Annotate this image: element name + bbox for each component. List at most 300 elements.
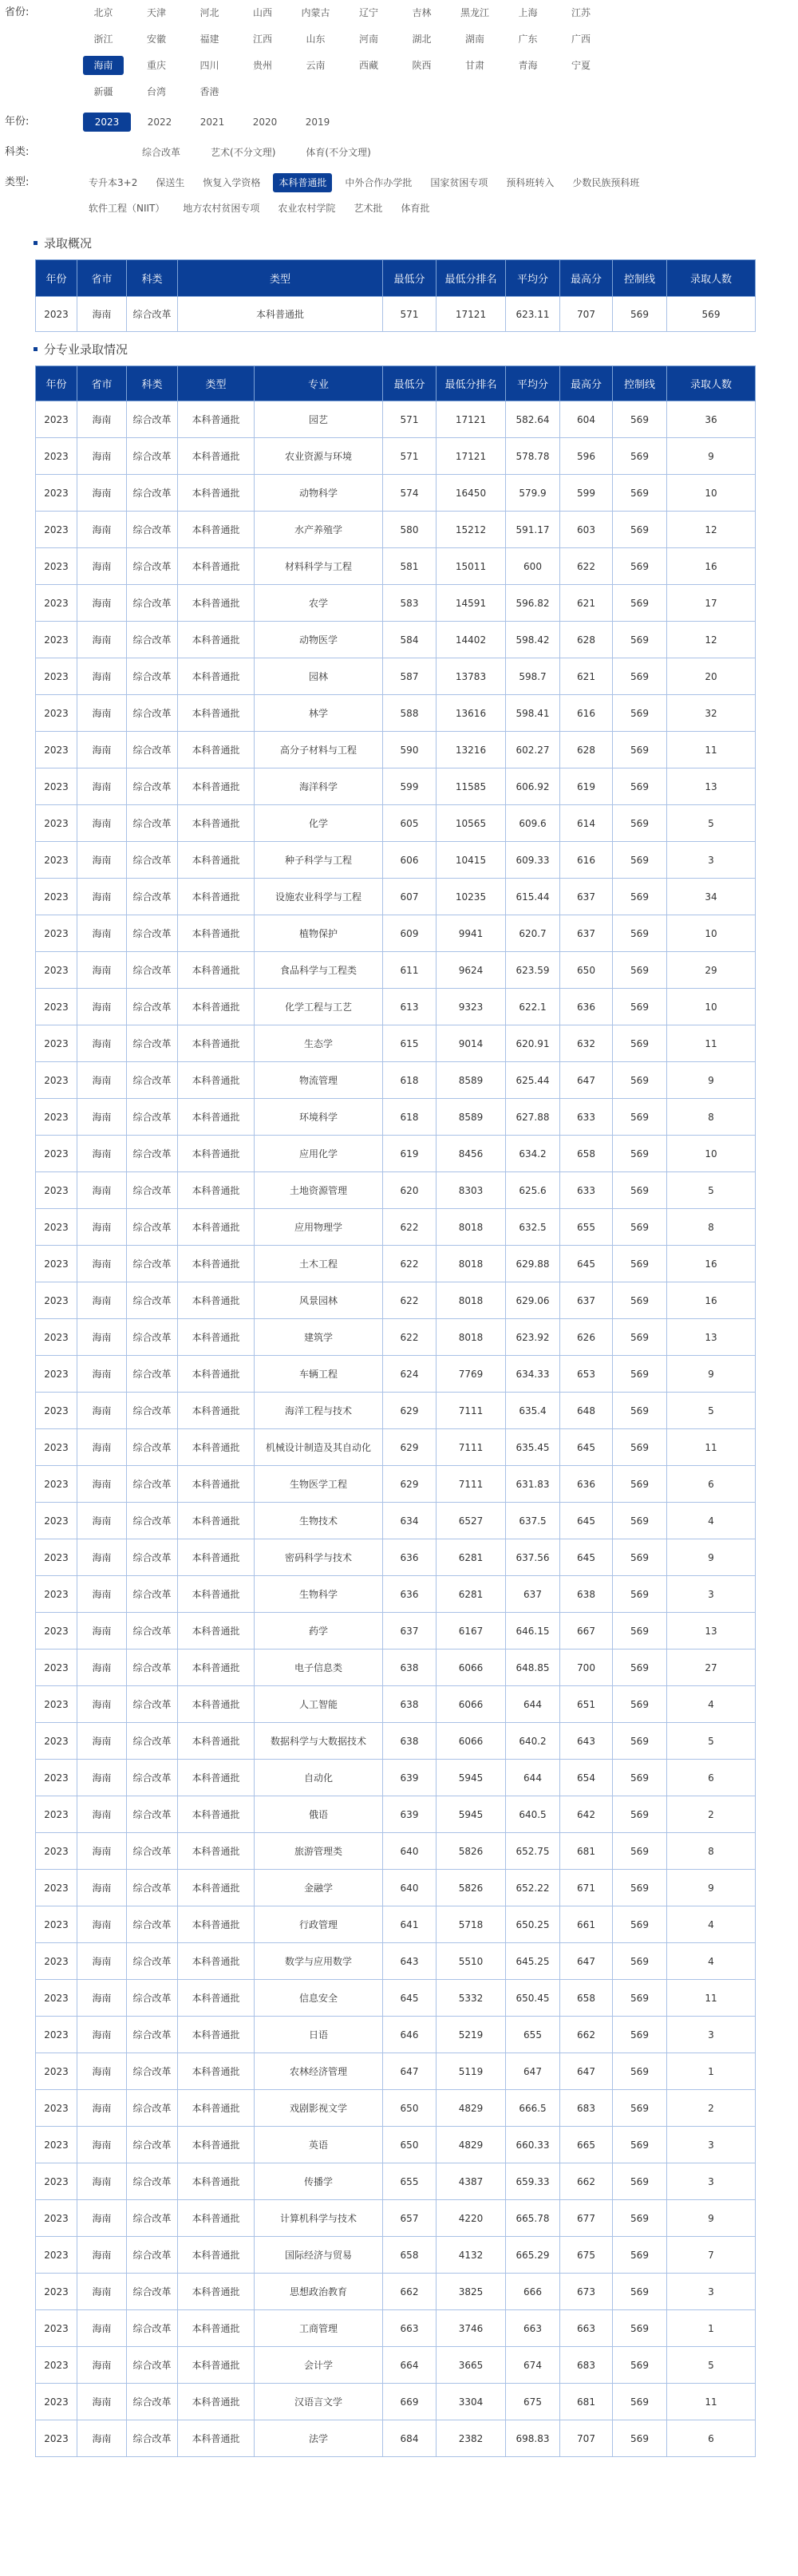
table-cell: 620 [383,1172,437,1209]
province-option[interactable]: 内蒙古 [301,7,330,18]
table-cell: 本科普通批 [178,401,255,438]
table-cell: 650.25 [506,1906,560,1943]
province-option[interactable]: 天津 [146,7,166,18]
table-cell: 本科普通批 [178,1906,255,1943]
table-row [36,879,756,915]
table-cell: 8589 [437,1062,506,1099]
table-cell: 传播学 [255,2163,383,2200]
table-cell: 632.5 [506,1209,560,1246]
detail-header-row [36,366,756,401]
table-cell: 2023 [36,1613,77,1650]
column-header: 平均分 [506,366,560,401]
table-cell: 707 [560,297,613,332]
table-cell: 海南 [77,879,127,915]
table-cell: 综合改革 [127,1319,178,1356]
column-header: 控制线 [613,260,667,297]
table-cell: 648.85 [506,1650,560,1686]
table-row [36,1686,756,1723]
table-cell: 汉语言文学 [255,2384,383,2420]
table-cell: 12 [667,622,756,658]
province-option[interactable]: 江苏 [571,7,591,18]
table-cell: 9624 [437,952,506,989]
table-cell: 3665 [437,2347,506,2384]
table-cell: 海南 [77,695,127,732]
table-cell: 海南 [77,732,127,768]
table-cell: 8303 [437,1172,506,1209]
province-option[interactable]: 陕西 [412,60,432,71]
province-option[interactable]: 云南 [306,60,326,71]
table-cell: 综合改革 [127,1099,178,1136]
table-cell: 本科普通批 [178,585,255,622]
column-header: 最低分 [383,260,437,297]
table-cell: 654 [560,1760,613,1796]
table-cell: 2023 [36,1539,77,1576]
table-cell: 海南 [77,842,127,879]
table-cell: 2023 [36,1062,77,1099]
province-option[interactable]: 湖北 [412,34,432,45]
table-cell: 海南 [77,1246,127,1282]
table-cell: 6066 [437,1723,506,1760]
year-filter-label: 年份: [5,116,30,128]
table-cell: 海南 [77,1576,127,1613]
type-option[interactable]: 预科班转入 [506,177,555,188]
table-cell: 569 [613,1796,667,1833]
table-row [36,1833,756,1870]
table-cell: 29 [667,952,756,989]
year-option[interactable]: 2019 [305,117,330,128]
province-option[interactable]: 辽宁 [358,7,378,18]
table-cell: 8456 [437,1136,506,1172]
table-cell: 569 [613,1613,667,1650]
table-cell: 646 [383,2017,437,2053]
table-cell: 4132 [437,2237,506,2274]
table-cell: 海南 [77,1870,127,1906]
table-cell: 683 [560,2090,613,2127]
table-cell: 物流管理 [255,1062,383,1099]
table-cell: 数据科学与大数据技术 [255,1723,383,1760]
table-cell: 2023 [36,1906,77,1943]
table-cell: 17121 [437,401,506,438]
table-cell: 10415 [437,842,506,879]
table-cell: 569 [613,1099,667,1136]
table-cell: 2023 [36,2420,77,2457]
province-option[interactable]: 香港 [200,86,219,97]
table-cell: 综合改革 [127,952,178,989]
province-option[interactable]: 山西 [252,7,272,18]
year-option[interactable]: 2020 [252,117,278,128]
province-option[interactable]: 甘肃 [464,60,484,71]
subject-option[interactable]: 艺术(不分文理) [211,147,276,158]
type-option[interactable]: 农业农村学院 [278,203,336,214]
province-option[interactable]: 上海 [518,7,538,18]
table-cell: 综合改革 [127,1393,178,1429]
table-cell: 综合改革 [127,1980,178,2017]
table-cell: 2023 [36,1870,77,1906]
table-cell: 1 [667,2053,756,2090]
table-cell: 17121 [437,438,506,475]
table-row [36,2127,756,2163]
table-cell: 569 [613,1576,667,1613]
column-header: 最高分 [560,366,613,401]
table-cell: 2023 [36,952,77,989]
table-row [36,1650,756,1686]
table-cell: 本科普通批 [178,1870,255,1906]
table-cell: 20 [667,658,756,695]
type-option[interactable]: 软件工程（NIIT） [89,203,165,214]
province-option[interactable]: 贵州 [252,60,272,71]
table-cell: 34 [667,879,756,915]
table-cell: 643 [560,1723,613,1760]
table-cell: 615 [383,1025,437,1062]
table-cell: 6 [667,1466,756,1503]
year-filter [0,113,798,132]
table-cell: 569 [613,695,667,732]
table-cell: 2023 [36,2017,77,2053]
province-options [83,3,642,101]
type-option[interactable]: 地方农村贫困专项 [183,203,260,214]
table-cell: 659.33 [506,2163,560,2200]
table-cell: 622 [383,1319,437,1356]
table-cell: 653 [560,1356,613,1393]
table-cell: 5945 [437,1796,506,1833]
table-cell: 本科普通批 [178,1760,255,1796]
table-row [36,2237,756,2274]
table-cell: 2023 [36,512,77,548]
table-cell: 569 [613,2384,667,2420]
table-cell: 638 [560,1576,613,1613]
table-cell: 综合改革 [127,1576,178,1613]
table-cell: 俄语 [255,1796,383,1833]
province-option[interactable]: 宁夏 [571,60,591,71]
table-cell: 5 [667,2347,756,2384]
province-option[interactable]: 江西 [252,34,272,45]
province-option[interactable]: 湖南 [464,34,484,45]
table-cell: 7111 [437,1429,506,1466]
table-cell: 2023 [36,2274,77,2310]
detail-table [35,365,756,2457]
table-row [36,2347,756,2384]
table-cell: 16 [667,1246,756,1282]
table-cell: 本科普通批 [178,2237,255,2274]
table-cell: 海南 [77,2310,127,2347]
table-cell: 2382 [437,2420,506,2457]
table-row [36,622,756,658]
type-option[interactable]: 艺术批 [354,203,383,214]
type-option[interactable]: 国家贫困专项 [430,177,488,188]
province-option[interactable]: 海南 [83,56,124,75]
table-cell: 644 [506,1686,560,1723]
table-cell: 9 [667,1356,756,1393]
table-cell: 2023 [36,2200,77,2237]
table-cell: 自动化 [255,1760,383,1796]
table-cell: 本科普通批 [178,989,255,1025]
table-cell: 海南 [77,297,127,332]
table-cell: 海南 [77,2274,127,2310]
table-cell: 616 [560,695,613,732]
type-option[interactable]: 中外合作办学批 [345,177,413,188]
table-cell: 化学 [255,805,383,842]
province-filter-label: 省份: [5,6,30,18]
table-cell: 638 [383,1686,437,1723]
table-cell: 海南 [77,2127,127,2163]
table-cell: 2023 [36,1246,77,1282]
table-cell: 本科普通批 [178,879,255,915]
table-cell: 综合改革 [127,1466,178,1503]
table-cell: 4220 [437,2200,506,2237]
table-cell: 海南 [77,2017,127,2053]
subject-option[interactable]: 体育(不分文理) [306,147,371,158]
year-option[interactable]: 2021 [200,117,225,128]
table-cell: 海南 [77,2347,127,2384]
table-cell: 569 [613,732,667,768]
table-cell: 11 [667,1980,756,2017]
table-cell: 2023 [36,1503,77,1539]
column-header: 年份 [36,366,77,401]
type-option[interactable]: 保送生 [156,177,185,188]
table-row [36,512,756,548]
table-cell: 569 [613,2274,667,2310]
column-header: 省市 [77,260,127,297]
table-cell: 综合改革 [127,1062,178,1099]
table-cell: 13 [667,1319,756,1356]
table-cell: 569 [613,401,667,438]
table-cell: 569 [613,1943,667,1980]
province-option[interactable]: 安徽 [146,34,166,45]
subject-option[interactable]: 综合改革 [142,147,181,158]
table-cell: 5119 [437,2053,506,2090]
table-cell: 707 [560,2420,613,2457]
column-header: 专业 [255,366,383,401]
table-cell: 584 [383,622,437,658]
table-cell: 综合改革 [127,1943,178,1980]
table-cell: 综合改革 [127,1209,178,1246]
table-cell: 综合改革 [127,1282,178,1319]
table-cell: 海南 [77,1466,127,1503]
province-option[interactable]: 浙江 [93,34,113,45]
table-cell: 本科普通批 [178,2163,255,2200]
table-cell: 综合改革 [127,1503,178,1539]
table-cell: 3825 [437,2274,506,2310]
table-cell: 2023 [36,1943,77,1980]
table-cell: 综合改革 [127,1246,178,1282]
table-cell: 662 [383,2274,437,2310]
table-cell: 569 [613,2310,667,2347]
table-cell: 7769 [437,1356,506,1393]
table-cell: 3 [667,1576,756,1613]
table-cell: 海南 [77,1539,127,1576]
type-option[interactable]: 体育批 [401,203,430,214]
table-cell: 582.64 [506,401,560,438]
table-cell: 会计学 [255,2347,383,2384]
table-cell: 3746 [437,2310,506,2347]
province-option[interactable]: 河北 [200,7,219,18]
table-cell: 11 [667,2384,756,2420]
table-cell: 建筑学 [255,1319,383,1356]
table-cell: 3 [667,2274,756,2310]
table-cell: 665.29 [506,2237,560,2274]
table-cell: 569 [613,2420,667,2457]
column-header: 最低分排名 [437,260,506,297]
table-cell: 2023 [36,2163,77,2200]
table-cell: 4829 [437,2127,506,2163]
table-row [36,2274,756,2310]
province-option[interactable]: 青海 [518,60,538,71]
column-header: 省市 [77,366,127,401]
province-option[interactable]: 山东 [306,34,326,45]
table-cell: 密码科学与技术 [255,1539,383,1576]
table-cell: 635.4 [506,1393,560,1429]
type-option[interactable]: 恢复入学资格 [203,177,261,188]
province-option[interactable]: 广东 [518,34,538,45]
table-cell: 本科普通批 [178,548,255,585]
table-cell: 621 [560,585,613,622]
table-cell: 综合改革 [127,438,178,475]
table-cell: 2023 [36,401,77,438]
table-cell: 2023 [36,915,77,952]
table-cell: 农学 [255,585,383,622]
table-cell: 2 [667,1796,756,1833]
table-cell: 综合改革 [127,622,178,658]
table-row [36,1393,756,1429]
table-cell: 本科普通批 [178,1393,255,1429]
table-cell: 2023 [36,1209,77,1246]
province-option[interactable]: 重庆 [146,60,166,71]
table-cell: 8018 [437,1282,506,1319]
type-option[interactable]: 本科普通批 [273,173,332,192]
table-cell: 本科普通批 [178,2127,255,2163]
table-row [36,438,756,475]
table-cell: 5 [667,1723,756,1760]
table-cell: 624 [383,1356,437,1393]
table-cell: 569 [613,548,667,585]
table-cell: 569 [613,1246,667,1282]
table-cell: 569 [613,1062,667,1099]
table-cell: 600 [506,548,560,585]
table-cell: 9323 [437,989,506,1025]
table-cell: 647 [560,2053,613,2090]
table-cell: 596.82 [506,585,560,622]
table-cell: 综合改革 [127,2384,178,2420]
table-cell: 综合改革 [127,585,178,622]
table-cell: 法学 [255,2420,383,2457]
table-cell: 本科普通批 [178,1209,255,1246]
province-option[interactable]: 黑龙江 [460,7,489,18]
table-cell: 644 [506,1760,560,1796]
table-cell: 2023 [36,658,77,695]
table-cell: 650.45 [506,1980,560,2017]
table-cell: 569 [613,438,667,475]
table-cell: 637 [560,1282,613,1319]
table-cell: 665.78 [506,2200,560,2237]
table-cell: 4 [667,1943,756,1980]
table-cell: 5332 [437,1980,506,2017]
table-cell: 本科普通批 [178,2274,255,2310]
table-cell: 569 [613,1393,667,1429]
province-option[interactable]: 北京 [93,7,113,18]
year-option[interactable]: 2022 [147,117,172,128]
table-cell: 海南 [77,989,127,1025]
table-cell: 本科普通批 [178,805,255,842]
table-cell: 16 [667,548,756,585]
province-option[interactable]: 台湾 [146,86,166,97]
table-row [36,1796,756,1833]
table-cell: 综合改革 [127,2200,178,2237]
table-cell: 571 [383,438,437,475]
table-cell: 17 [667,585,756,622]
table-cell: 农林经济管理 [255,2053,383,2090]
table-cell: 生态学 [255,1025,383,1062]
table-cell: 海南 [77,622,127,658]
table-cell: 本科普通批 [178,2200,255,2237]
type-option[interactable]: 少数民族预科班 [572,177,640,188]
year-option[interactable]: 2023 [83,113,131,132]
table-cell: 623.11 [506,297,560,332]
table-cell: 综合改革 [127,658,178,695]
table-cell: 海南 [77,1943,127,1980]
table-cell: 662 [560,2017,613,2053]
table-cell: 海南 [77,1686,127,1723]
table-cell: 综合改革 [127,2053,178,2090]
table-cell: 627.88 [506,1099,560,1136]
table-cell: 569 [613,622,667,658]
table-cell: 本科普通批 [178,2090,255,2127]
province-option[interactable]: 新疆 [93,86,113,97]
table-cell: 车辆工程 [255,1356,383,1393]
table-cell: 603 [560,512,613,548]
table-row [36,989,756,1025]
table-cell: 569 [613,1356,667,1393]
column-header: 最低分 [383,366,437,401]
column-header: 类型 [178,366,255,401]
table-cell: 571 [383,401,437,438]
table-cell: 16450 [437,475,506,512]
table-cell: 2023 [36,1025,77,1062]
province-option[interactable]: 四川 [200,60,219,71]
table-cell: 635.45 [506,1429,560,1466]
table-cell: 645 [560,1246,613,1282]
table-cell: 化学工程与工艺 [255,989,383,1025]
table-cell: 综合改革 [127,1429,178,1466]
table-cell: 645 [560,1503,613,1539]
table-row [36,1980,756,2017]
subject-filter [0,143,798,162]
type-filter-label: 类型: [5,176,30,188]
table-cell: 609 [383,915,437,952]
type-option[interactable]: 专升本3+2 [89,177,138,188]
province-option[interactable]: 广西 [571,34,591,45]
province-option[interactable]: 河南 [358,34,378,45]
table-cell: 金融学 [255,1870,383,1906]
detail-title-text: 分专业录取情况 [44,342,128,357]
table-cell: 本科普通批 [178,1943,255,1980]
table-cell: 2023 [36,805,77,842]
table-cell: 海南 [77,1980,127,2017]
province-option[interactable]: 福建 [200,34,219,45]
table-cell: 海南 [77,1833,127,1870]
table-cell: 本科普通批 [178,1466,255,1503]
table-cell: 604 [560,401,613,438]
column-header: 控制线 [613,366,667,401]
table-cell: 655 [560,1209,613,1246]
column-header: 最高分 [560,260,613,297]
table-cell: 海南 [77,2420,127,2457]
table-cell: 661 [560,1906,613,1943]
province-option[interactable]: 西藏 [358,60,378,71]
table-cell: 2023 [36,2053,77,2090]
table-cell: 569 [613,805,667,842]
province-option[interactable]: 吉林 [412,7,432,18]
table-cell: 应用化学 [255,1136,383,1172]
